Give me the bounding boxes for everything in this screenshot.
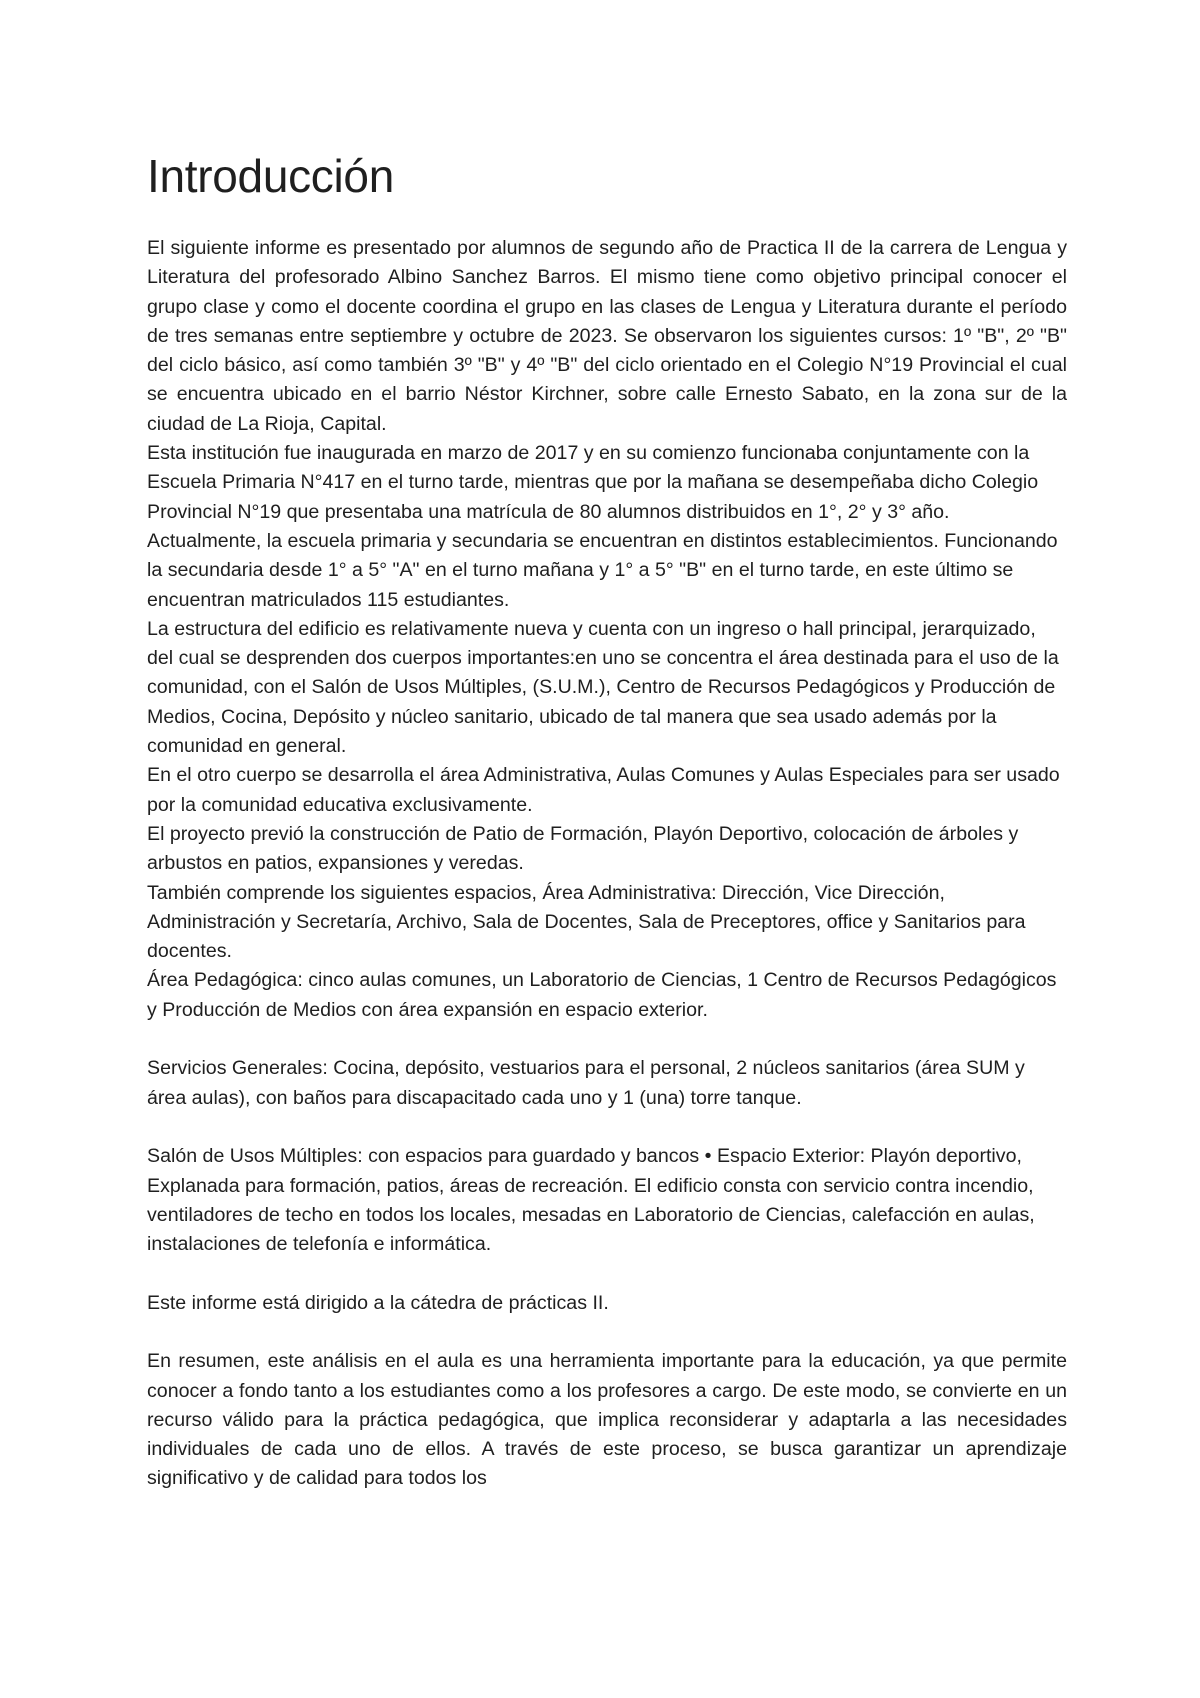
document-body: [147, 146, 1067, 1494]
paragraph-project: El proyecto previó la construcción de Patio de Formación, Playón Deportivo, colocación de árboles y arbustos en patios, expansiones y veredas.: [147, 822, 1019, 875]
paragraph-history: Esta institución fue inaugurada en marzo de 2017 y en su comienzo funcionaba conjuntamente con la Escuela Primaria N°417 en el turno tarde, mientras que por la mañana se desempeñaba dicho Colegio Provincial N°19 que presentaba una matrícula de 80 alumnos distribuidos en 1°, 2° y 3° año.: [147, 442, 1039, 523]
paragraph-current: Actualmente, la escuela primaria y secundaria se encuentran en distintos establecimientos. Funcionando la secundaria desde 1° a 5° "A" en el turno mañana y 1° a 5° "B" en el turno tarde, en este último se encuentran matriculados 115 estudiantes.: [147, 529, 1058, 611]
paragraph-intro: El siguiente informe es presentado por alumnos de segundo año de Practica II de la carrera de Lengua y Literatura del profesorado Albino Sanchez Barros. El mismo tiene como objetivo principal conocer el grupo clase y como el docente coordina el grupo en las clases de Lengua y Literatura durante el período de tres semanas entre septiembre y octubre de 2023. Se observaron los siguientes cursos: 1º "B", 2º "B" del ciclo básico, así como también 3º "B" y 4º "B" del ciclo orientado en el Colegio N°19 Provincial el cual se encuentra ubicado en el barrio Néstor Kirchner, sobre calle Ernesto Sabato, en la zona sur de la ciudad de La Rioja, Capital.: [147, 237, 1067, 435]
page-title: Introducción: [147, 150, 394, 202]
paragraph-sum: Salón de Usos Múltiples: con espacios para guardado y bancos • Espacio Exterior: Playón deportivo, Explanada para formación, patios, áreas de recreación. El edificio consta con servicio contra incendio, ventiladores de techo en todos los locales, mesadas en Laboratorio de Ciencias, calefacción en aulas, instalaciones de telefonía e informática.: [147, 1145, 1035, 1256]
paragraph-general-services: Servicios Generales: Cocina, depósito, vestuarios para el personal, 2 núcleos sanitarios (área SUM y área aulas), con baños para discapacitado cada uno y 1 (una) torre tanque.: [147, 1057, 1025, 1109]
paragraph-other-body: En el otro cuerpo se desarrolla el área Administrativa, Aulas Comunes y Aulas Especiales para ser usado por la comunidad educativa exclusivamente.: [147, 764, 1060, 816]
paragraph-spaces: También comprende los siguientes espacios, Área Administrativa: Dirección, Vice Dirección, Administración y Secretaría, Archivo, Sala de Docentes, Sala de Preceptores, office y Sanitarios para docentes.: [147, 881, 1026, 963]
paragraph-summary: En resumen, este análisis en el aula es una herramienta importante para la educación, ya que permite conocer a fondo tanto a los estudiantes como a los profesores a cargo. De este modo, se convierte en un recurso válido para la práctica pedagógica, que implica reconsiderar y adaptarla a las necesidades individuales de cada uno de ellos. A través de este proceso, se busca garantizar un aprendizaje significativo y de calidad para todos los: [147, 1350, 1067, 1490]
paragraph-addressed: Este informe está dirigido a la cátedra de prácticas II.: [147, 1291, 609, 1314]
paragraph-structure: La estructura del edificio es relativamente nueva y cuenta con un ingreso o hall principal, jerarquizado, del cual se desprenden dos cuerpos importantes:en uno se concentra el área destinada para el uso de la comunidad, con el Salón de Usos Múltiples, (S.U.M.), Centro de Recursos Pedagógicos y Producción de Medios, Cocina, Depósito y núcleo sanitario, ubicado de tal manera que sea usado además por la comunidad en general.: [147, 617, 1059, 758]
paragraph-pedagogical-area: Área Pedagógica: cinco aulas comunes, un Laboratorio de Ciencias, 1 Centro de Recursos Pedagógicos y Producción de Medios con área expansión en espacio exterior.: [147, 969, 1057, 1021]
